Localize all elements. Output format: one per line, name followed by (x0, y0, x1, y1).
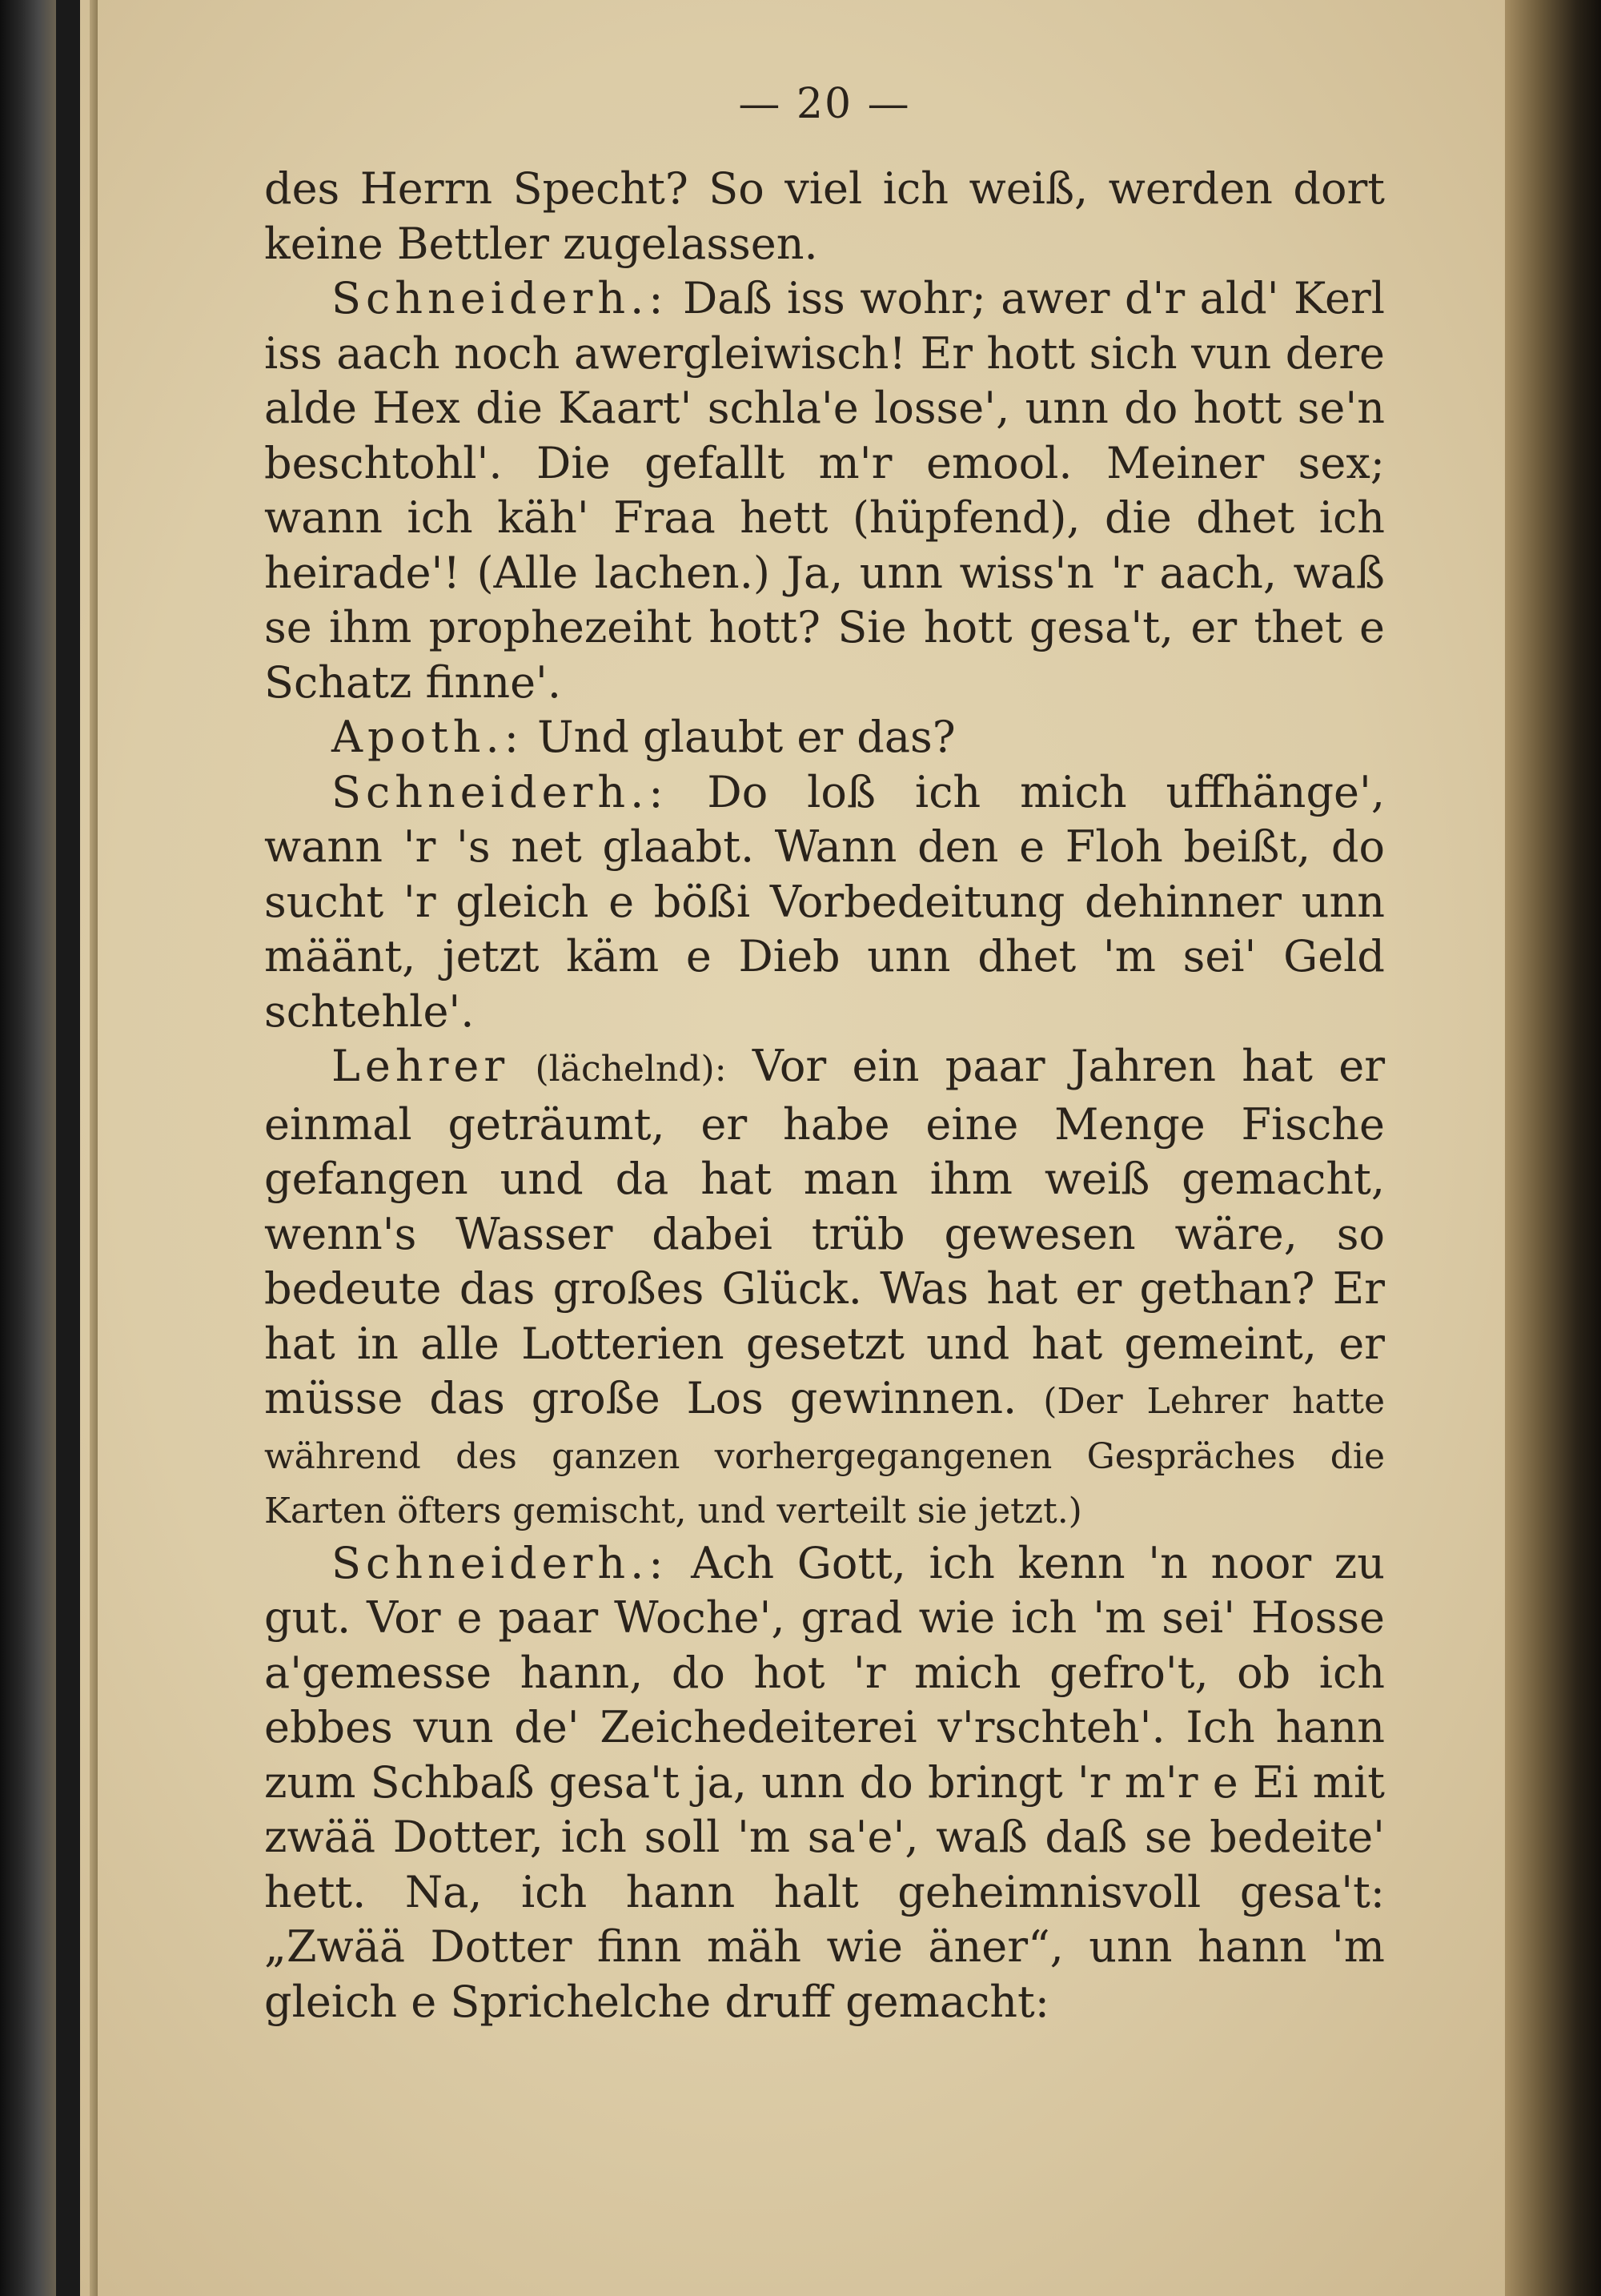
speaker-name: Lehrer (331, 1041, 510, 1091)
paragraph-3 (264, 710, 1385, 765)
speaker-name: Apoth.: (331, 712, 524, 762)
paragraph-text: Do loß ich mich uffhänge', wann 'r 's net glaabt. Wann den e Floh beißt, do sucht 'r gleich e bößi Vorbedeitung dehinner unn määnt, jetzt käm e Dieb unn dhet 'm sei' Geld schtehle'. (264, 766, 1385, 1037)
paragraph-text: des Herrn Specht? So viel ich weiß, werden dort keine Bettler zugelassen. (264, 163, 1385, 269)
paragraph-4 (264, 765, 1385, 1040)
speaker-name: Schneiderh.: (331, 273, 668, 323)
page-number: — 20 — (738, 80, 911, 128)
paragraph-6 (264, 1536, 1385, 2030)
gutter-shadow (1505, 0, 1601, 2296)
page-edge (90, 0, 98, 2296)
paragraph-text: Daß iss wohr; awer d'r ald' Kerl iss aach noch awergleiwisch! Er hott sich vun dere alde Hex die Kaart' schla'e losse', unn do hott se'n beschtohl'. Die gefallt m'r emool. Meiner sex; wann ich käh' Fraa hett (hüpfend), die dhet ich heirade'! (Alle lachen.) Ja, unn wiss'n 'r aach, waß se ihm prophezeiht hott? Sie hott gesa't, er thet e Schatz finne'. (264, 273, 1385, 708)
paragraph-text: Ach Gott, ich kenn 'n noor zu gut. Vor e paar Woche', grad wie ich 'm sei' Hosse a'gemesse hann, do hot 'r mich gefro't, ob ich ebbes vun de' Zeichedeiterei v'rschteh'. Ich hann zum Schbaß gesa't ja, unn do bringt 'r m'r e Ei mit zwää Dotter, ich soll 'm sa'e', waß daß se bedeite' hett. Na, ich hann halt geheimnisvoll gesa't: „Zwää Dotter finn mäh wie äner“, unn hann 'm gleich e Sprichelche druff gemacht: (264, 1537, 1385, 2027)
speaker-name: Schneiderh.: (331, 1537, 668, 1588)
page-text (264, 80, 1385, 2029)
paragraph-text: Und glaubt er das? (537, 712, 956, 762)
speaker-name: Schneiderh.: (331, 766, 668, 817)
stage-direction: (lächelnd): (535, 1049, 727, 1090)
book-spine (0, 0, 56, 2296)
paragraph-1 (264, 162, 1385, 271)
stage-note: (Der Lehrer hatte während des ganzen vorhergegangenen Gespräches die Karten öfters gemischt, und verteilt sie jetzt.) (264, 1381, 1385, 1531)
paragraph-text: Vor ein paar Jahren hat er einmal geträumt, er habe eine Menge Fische gefangen und da hat man ihm weiß gemacht, wenn's Wasser dabei trüb gewesen wäre, so bedeute das großes Glück. Was hat er gethan? Er hat in alle Lotterien gesetzt und hat gemeint, er müsse das große Los gewinnen. (264, 1041, 1386, 1423)
paragraph-2 (264, 271, 1385, 710)
paragraph-5 (264, 1039, 1385, 1536)
